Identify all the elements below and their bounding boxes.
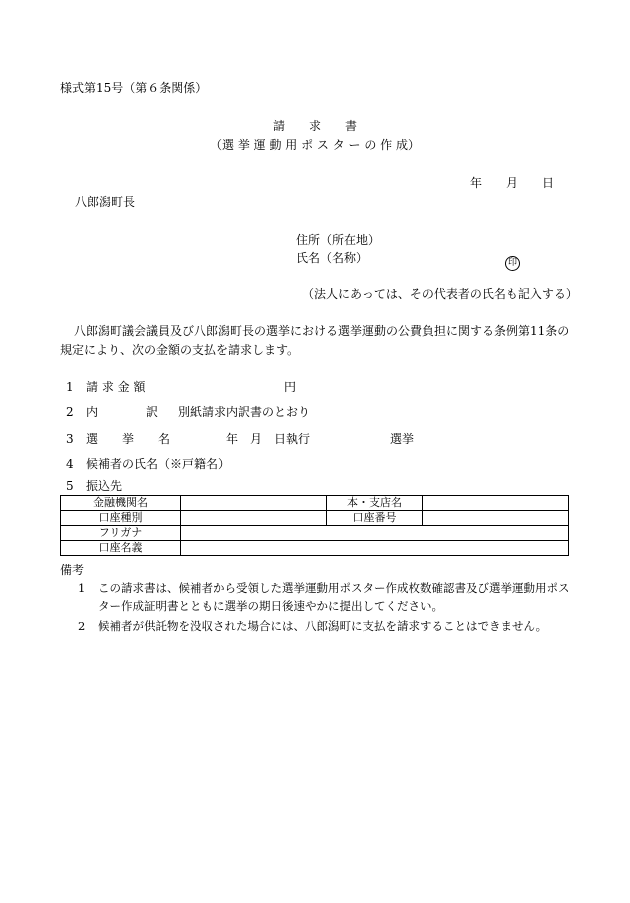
item-number: 2 bbox=[66, 405, 74, 419]
item-label-amount: 請 求 金 額 bbox=[86, 380, 146, 394]
election-suffix: 選挙 bbox=[390, 432, 415, 446]
document-title: 請 求 書 bbox=[272, 119, 357, 133]
account-type-label: 口座種別 bbox=[61, 511, 181, 526]
account-holder-field[interactable] bbox=[181, 541, 569, 556]
item-label-breakdown: 内 訳 bbox=[86, 405, 159, 419]
item-number: 5 bbox=[66, 479, 74, 493]
seal-icon: 印 bbox=[505, 256, 520, 271]
address-label: 住所（所在地） bbox=[296, 233, 381, 247]
furigana-label: フリガナ bbox=[61, 526, 181, 541]
item-label-candidate: 候補者の氏名（※戸籍名） bbox=[86, 457, 231, 471]
remark-number: 2 bbox=[78, 619, 86, 633]
table-row bbox=[61, 526, 569, 541]
institution-field[interactable] bbox=[181, 496, 327, 511]
branch-label: 本・支店名 bbox=[327, 496, 423, 511]
furigana-field[interactable] bbox=[181, 526, 569, 541]
institution-label: 金融機関名 bbox=[61, 496, 181, 511]
form-number: 様式第15号（第６条関係） bbox=[60, 81, 208, 95]
branch-field[interactable] bbox=[423, 496, 569, 511]
document-subtitle: （選 挙 運 動 用 ポ ス タ ー の 作 成） bbox=[210, 138, 420, 152]
table-row bbox=[61, 511, 569, 526]
account-type-field[interactable] bbox=[181, 511, 327, 526]
item-label-transfer: 振込先 bbox=[86, 479, 123, 493]
account-number-field[interactable] bbox=[423, 511, 569, 526]
addressee: 八郎潟町長 bbox=[75, 195, 136, 209]
table-row bbox=[61, 541, 569, 556]
item-number: 3 bbox=[66, 432, 74, 446]
remark-number: 1 bbox=[78, 581, 86, 595]
corporate-note: （法人にあっては、その代表者の氏名も記入する） bbox=[302, 287, 578, 301]
amount-unit: 円 bbox=[284, 380, 297, 394]
date-line: 年 月 日 bbox=[470, 176, 555, 190]
table-row bbox=[61, 496, 569, 511]
remarks-title: 備考 bbox=[60, 563, 85, 577]
bank-account-table bbox=[60, 495, 569, 556]
account-number-label: 口座番号 bbox=[327, 511, 423, 526]
body-text: 八郎潟町議会議員及び八郎潟町長の選挙における選挙運動の公費負担に関する条例第11条の規定により、次の金額の支払を請求します。 bbox=[60, 324, 570, 357]
item-number: 4 bbox=[66, 457, 74, 471]
item-number: 1 bbox=[66, 380, 74, 394]
seal-mark bbox=[505, 250, 520, 271]
item-label-election: 選 挙 名 bbox=[86, 432, 171, 446]
breakdown-value: 別紙請求内訳書のとおり bbox=[178, 405, 311, 419]
remark-text: 候補者が供託物を没収された場合には、八郎潟町に支払を請求することはできません。 bbox=[98, 619, 548, 633]
account-holder-label: 口座名義 bbox=[61, 541, 181, 556]
remark-text: この請求書は、候補者から受領した選挙運動用ポスター作成枚数確認書及び選挙運動用ポスター作成証明書とともに選挙の期日後速やかに提出してください。 bbox=[98, 581, 570, 613]
election-date: 年 月 日執行 bbox=[226, 432, 311, 446]
name-label: 氏名（名称） bbox=[296, 251, 369, 265]
